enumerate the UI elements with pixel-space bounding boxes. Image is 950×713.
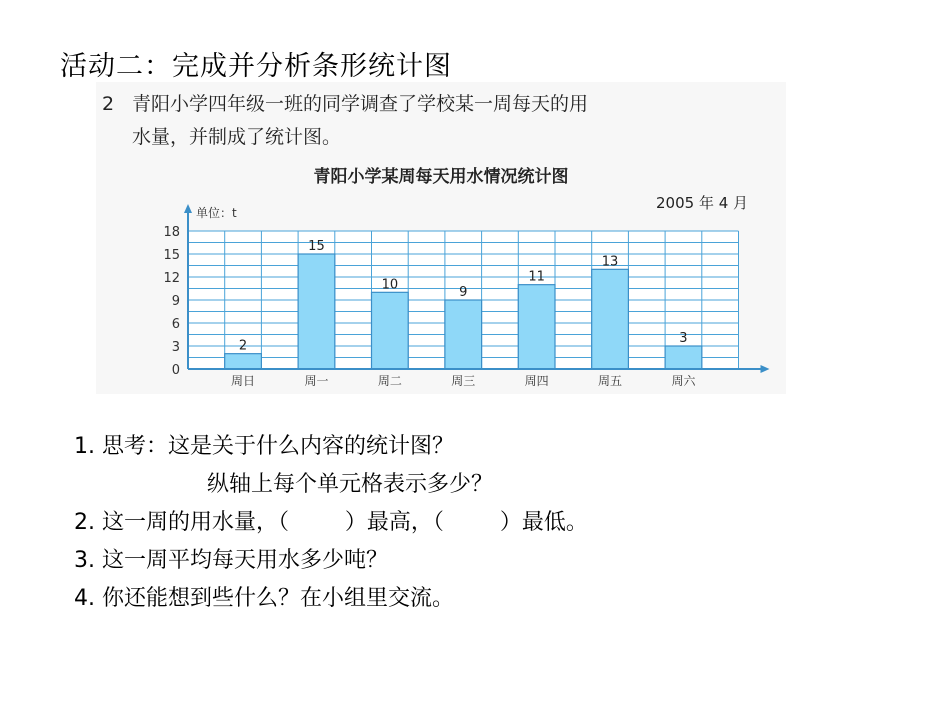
question-4: 4. 你还能想到些什么？在小组里交流。: [74, 586, 454, 611]
bar-value-label: 10: [381, 277, 399, 293]
y-tick-label: 18: [163, 225, 180, 240]
bar-6: [665, 346, 702, 369]
chart-date: 2005 年 4 月: [656, 194, 749, 212]
y-axis-arrow: [184, 204, 192, 213]
y-tick-label: 6: [171, 317, 180, 332]
bar-5: [592, 269, 629, 369]
y-tick-label: 12: [163, 271, 180, 286]
x-tick-label: 周五: [598, 374, 623, 388]
problem-number: 2: [102, 93, 115, 115]
bar-1: [298, 254, 335, 369]
question-1: 1. 思考：这是关于什么内容的统计图？: [74, 434, 454, 459]
bar-value-label: 13: [601, 254, 619, 270]
y-tick-label: 3: [171, 340, 180, 355]
bar-4: [518, 285, 555, 369]
x-tick-label: 周一: [304, 374, 329, 388]
bar-value-label: 9: [459, 285, 468, 300]
problem-line-2: 水量，并制成了统计图。: [132, 126, 342, 148]
bar-chart: [96, 82, 786, 394]
bar-2: [372, 292, 409, 369]
question-list: [74, 428, 588, 618]
x-tick-label: 周三: [451, 374, 476, 388]
x-tick-label: 周六: [671, 374, 696, 388]
x-tick-label: 周四: [524, 374, 549, 388]
question-2: 2. 这一周的用水量，（ ）最高，（ ）最低。: [74, 510, 588, 535]
bar-value-label: 3: [679, 331, 688, 346]
textbook-excerpt: [96, 82, 786, 394]
chart-title: 青阳小学某周每天用水情况统计图: [313, 167, 569, 187]
x-tick-label: 周日: [231, 374, 256, 388]
chart-unit-label: 单位：t: [196, 206, 237, 220]
bar-0: [225, 354, 262, 369]
bar-3: [445, 300, 482, 369]
bar-value-label: 11: [528, 269, 545, 285]
activity-heading: 活动二：完成并分析条形统计图: [60, 51, 452, 82]
y-tick-label: 0: [171, 363, 180, 378]
question-1-sub: 纵轴上每个单元格表示多少？: [207, 472, 494, 497]
x-tick-label: 周二: [377, 374, 402, 388]
y-tick-label: 15: [163, 248, 180, 263]
x-axis-arrow: [761, 365, 770, 373]
problem-line-1: 青阳小学四年级一班的同学调查了学校某一周每天的用: [132, 93, 589, 115]
y-tick-label: 9: [171, 294, 180, 309]
bar-value-label: 2: [238, 338, 248, 354]
bar-value-label: 15: [308, 239, 325, 254]
question-3: 3. 这一周平均每天用水多少吨？: [74, 548, 388, 573]
